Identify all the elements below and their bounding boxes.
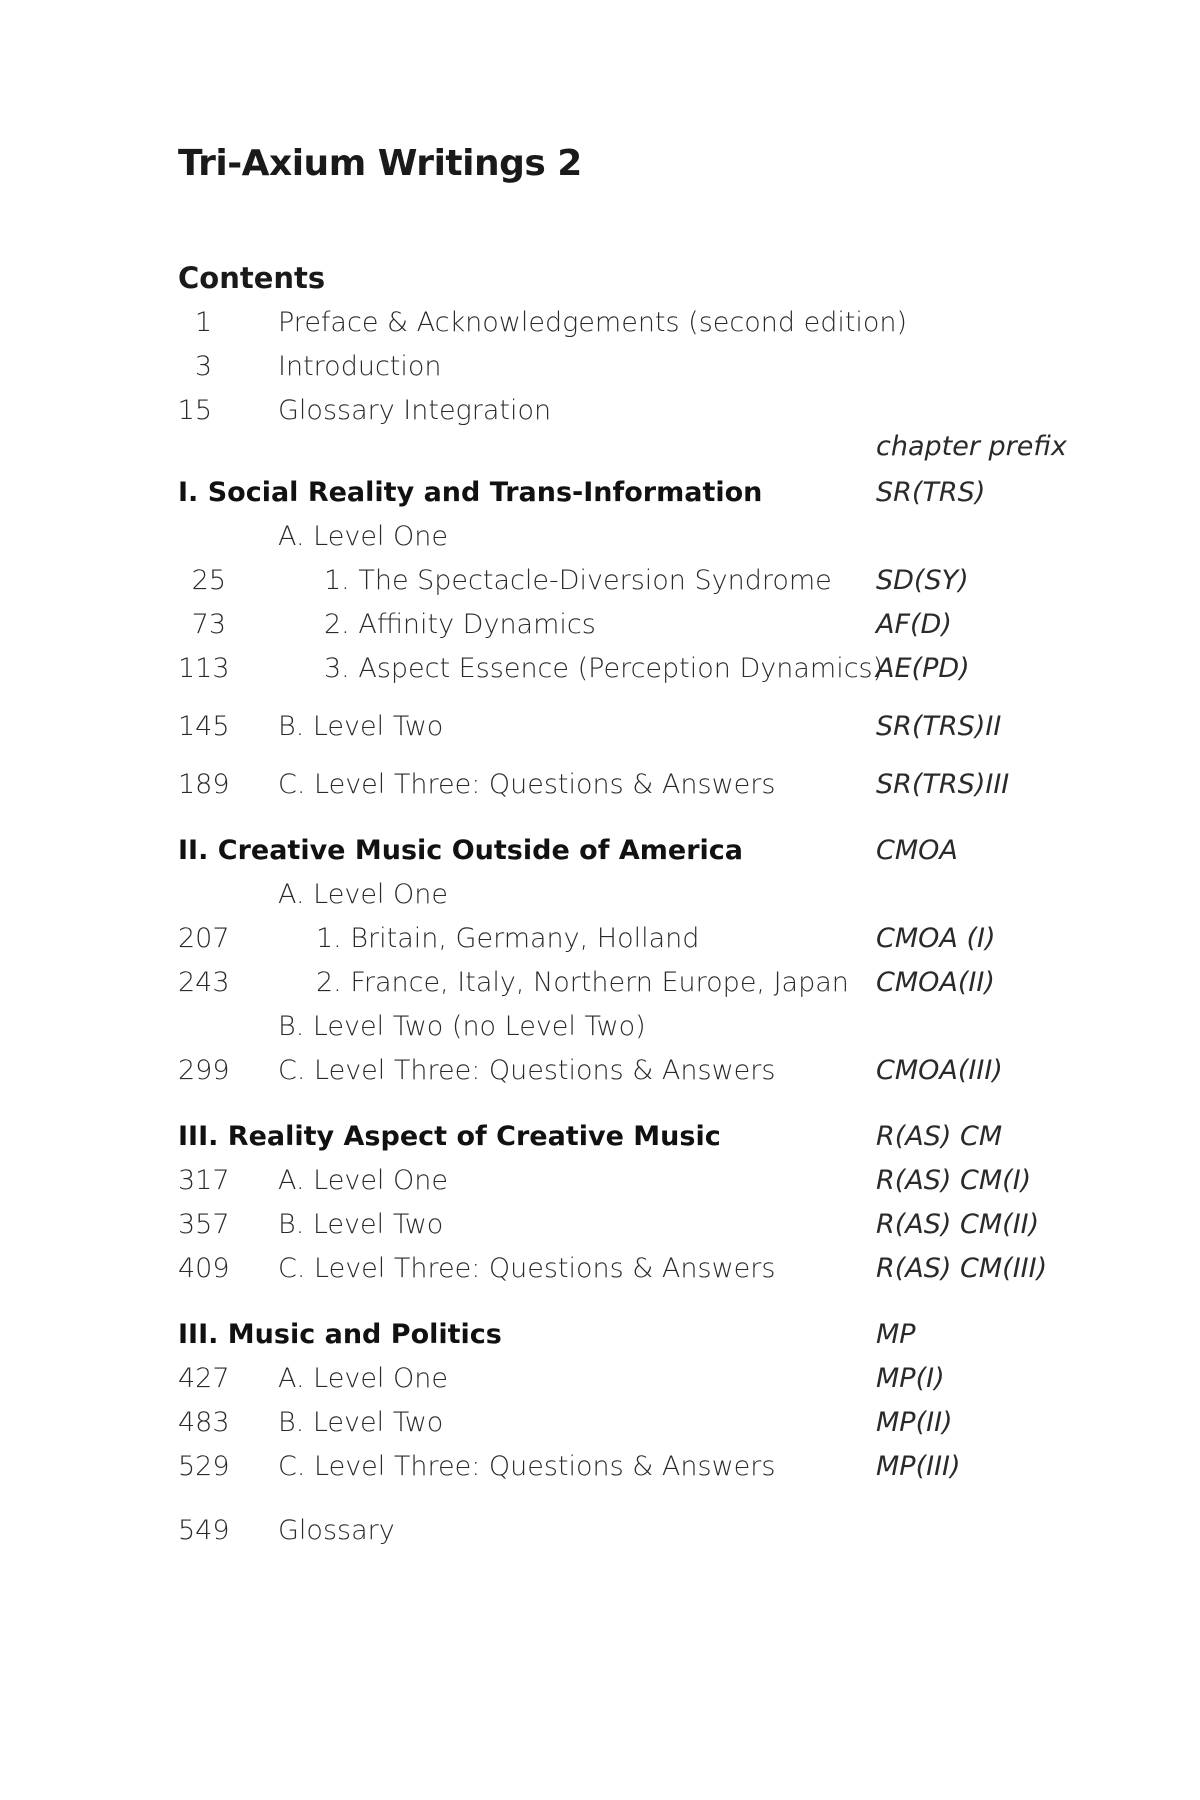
toc-entry-title: B. Level Two xyxy=(278,1209,444,1240)
toc-entry-title: Glossary Integration xyxy=(278,395,552,426)
toc-entry-title: C. Level Three: Questions & Answers xyxy=(278,769,776,800)
toc-page-number: 145 xyxy=(178,711,230,742)
toc-entry[interactable] xyxy=(0,707,1200,747)
section-heading[interactable] xyxy=(0,473,1200,513)
toc-entry-title: 3. Aspect Essence (Perception Dynamics) xyxy=(324,653,884,684)
toc-page-number: 73 xyxy=(191,609,226,640)
toc-page-number: 25 xyxy=(191,565,226,596)
section-title: III. Music and Politics xyxy=(178,1319,502,1350)
toc-entry[interactable] xyxy=(0,963,1200,1003)
chapter-prefix: CMOA(II) xyxy=(876,967,995,998)
chapter-prefix: CMOA (I) xyxy=(876,923,996,954)
toc-entry[interactable] xyxy=(0,1403,1200,1443)
toc-entry[interactable] xyxy=(0,1511,1200,1551)
chapter-prefix-label-row xyxy=(0,427,1200,467)
toc-entry[interactable] xyxy=(0,391,1200,431)
toc-page-number: 549 xyxy=(178,1515,230,1546)
toc-entry[interactable] xyxy=(0,1161,1200,1201)
chapter-prefix: SR(TRS)II xyxy=(876,711,1002,742)
toc-page-number: 299 xyxy=(178,1055,230,1086)
toc-entry[interactable] xyxy=(0,1249,1200,1289)
toc-entry-title: B. Level Two xyxy=(278,711,444,742)
toc-entry-title: C. Level Three: Questions & Answers xyxy=(278,1055,776,1086)
chapter-prefix: MP xyxy=(876,1319,916,1350)
toc-page-number: 427 xyxy=(178,1363,230,1394)
toc-entry-title: B. Level Two (no Level Two) xyxy=(278,1011,646,1042)
toc-page-number: 409 xyxy=(178,1253,230,1284)
book-title: Tri-Axium Writings 2 xyxy=(178,143,582,184)
toc-page-number: 357 xyxy=(178,1209,230,1240)
contents-heading: Contents xyxy=(178,261,326,295)
chapter-prefix: MP(I) xyxy=(876,1363,945,1394)
toc-page-number: 3 xyxy=(194,351,212,382)
toc-page-number: 529 xyxy=(178,1451,230,1482)
section-title: I. Social Reality and Trans-Information xyxy=(178,477,763,508)
toc-entry-title: 1. The Spectacle-Diversion Syndrome xyxy=(324,565,832,596)
toc-entry-title: 2. Affinity Dynamics xyxy=(324,609,596,640)
toc-page-number: 483 xyxy=(178,1407,230,1438)
toc-entry[interactable] xyxy=(0,1205,1200,1245)
toc-entry[interactable] xyxy=(0,875,1200,915)
toc-entry-title: C. Level Three: Questions & Answers xyxy=(278,1451,776,1482)
toc-entry[interactable] xyxy=(0,765,1200,805)
toc-entry[interactable] xyxy=(0,517,1200,557)
toc-entry[interactable] xyxy=(0,1007,1200,1047)
toc-entry[interactable] xyxy=(0,347,1200,387)
toc-page-number: 113 xyxy=(178,653,230,684)
chapter-prefix: CMOA xyxy=(876,835,958,866)
toc-entry[interactable] xyxy=(0,1051,1200,1091)
toc-entry[interactable] xyxy=(0,1447,1200,1487)
toc-entry-title: A. Level One xyxy=(278,1363,448,1394)
section-title: II. Creative Music Outside of America xyxy=(178,835,743,866)
section-heading[interactable] xyxy=(0,1117,1200,1157)
chapter-prefix: R(AS) CM(III) xyxy=(876,1253,1048,1284)
chapter-prefix: SD(SY) xyxy=(876,565,969,596)
chapter-prefix: MP(II) xyxy=(876,1407,953,1438)
toc-entry-title: C. Level Three: Questions & Answers xyxy=(278,1253,776,1284)
toc-entry-title: 2. France, Italy, Northern Europe, Japan xyxy=(316,967,849,998)
toc-page-number: 1 xyxy=(194,307,212,338)
toc-entry-title: A. Level One xyxy=(278,879,448,910)
chapter-prefix: MP(III) xyxy=(876,1451,961,1482)
toc-entry[interactable] xyxy=(0,649,1200,689)
section-heading[interactable] xyxy=(0,1315,1200,1355)
toc-entry-title: Glossary xyxy=(278,1515,395,1546)
section-title: III. Reality Aspect of Creative Music xyxy=(178,1121,721,1152)
chapter-prefix-label: chapter prefix xyxy=(876,431,1067,462)
toc-entry[interactable] xyxy=(0,605,1200,645)
toc-entry-title: A. Level One xyxy=(278,1165,448,1196)
toc-entry[interactable] xyxy=(0,561,1200,601)
chapter-prefix: CMOA(III) xyxy=(876,1055,1003,1086)
chapter-prefix: SR(TRS)III xyxy=(876,769,1010,800)
toc-page-number: 189 xyxy=(178,769,230,800)
toc-entry-title: Preface & Acknowledgements (second edition) xyxy=(278,307,908,338)
toc-entry[interactable] xyxy=(0,303,1200,343)
toc-page-number: 15 xyxy=(177,395,212,426)
chapter-prefix: AE(PD) xyxy=(876,653,970,684)
chapter-prefix: AF(D) xyxy=(876,609,952,640)
toc-entry-title: 1. Britain, Germany, Holland xyxy=(316,923,700,954)
section-heading[interactable] xyxy=(0,831,1200,871)
toc-page-number: 243 xyxy=(178,967,230,998)
toc-page-number: 317 xyxy=(178,1165,230,1196)
toc-page-number: 207 xyxy=(178,923,230,954)
toc-entry-title: B. Level Two xyxy=(278,1407,444,1438)
chapter-prefix: SR(TRS) xyxy=(876,477,986,508)
toc-entry[interactable] xyxy=(0,1359,1200,1399)
toc-entry[interactable] xyxy=(0,919,1200,959)
chapter-prefix: R(AS) CM(II) xyxy=(876,1209,1040,1240)
toc-entry-title: Introduction xyxy=(278,351,442,382)
toc-entry-title: A. Level One xyxy=(278,521,448,552)
chapter-prefix: R(AS) CM xyxy=(876,1121,1003,1152)
chapter-prefix: R(AS) CM(I) xyxy=(876,1165,1032,1196)
